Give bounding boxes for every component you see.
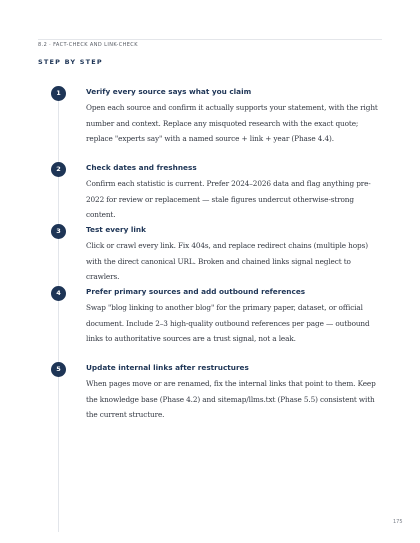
step-title: Verify every source says what you claim [86, 87, 252, 96]
step-number-badge: 5 [51, 362, 66, 377]
page-number: 175 [393, 519, 403, 525]
step-number-badge: 2 [51, 162, 66, 177]
step-body: Open each source and confirm it actually supports your statement, with the right number and context. Replace any misquoted research with the exact quote; replace "experts say" with a named source + link + year (Phase 4.4). [86, 103, 378, 143]
step-number-badge: 3 [51, 224, 66, 239]
section-heading: STEP BY STEP [38, 58, 103, 66]
step-body: Click or crawl every link. Fix 404s, and replace redirect chains (multiple hops) with the direct canonical URL. Broken and chained links signal neglect to crawlers. [86, 241, 368, 281]
step-title: Test every link [86, 225, 146, 234]
step-body: Swap "blog linking to another blog" for the primary paper, dataset, or official document. Include 2–3 high-quality outbound references per page — outbound links to authoritative sources are a trust signal, not a leak. [86, 303, 370, 343]
step-title: Prefer primary sources and add outbound references [86, 287, 306, 296]
step-number-badge: 1 [51, 86, 66, 101]
step-title: Check dates and freshness [86, 163, 197, 172]
section-label: 8.2 · FACT-CHECK AND LINK-CHECK [38, 42, 138, 48]
timeline-line [58, 92, 59, 532]
step-title: Update internal links after restructures [86, 363, 249, 372]
step-body: Confirm each statistic is current. Prefer 2024–2026 data and flag anything pre-2022 for review or replacement — stale figures undercut otherwise-strong content. [86, 179, 371, 219]
step-body: When pages move or are renamed, fix the internal links that point to them. Keep the knowledge base (Phase 4.2) and sitemap/llms.txt (Phase 5.5) consistent with the current structure. [86, 379, 376, 419]
header-rule [38, 39, 382, 40]
step-number-badge: 4 [51, 286, 66, 301]
